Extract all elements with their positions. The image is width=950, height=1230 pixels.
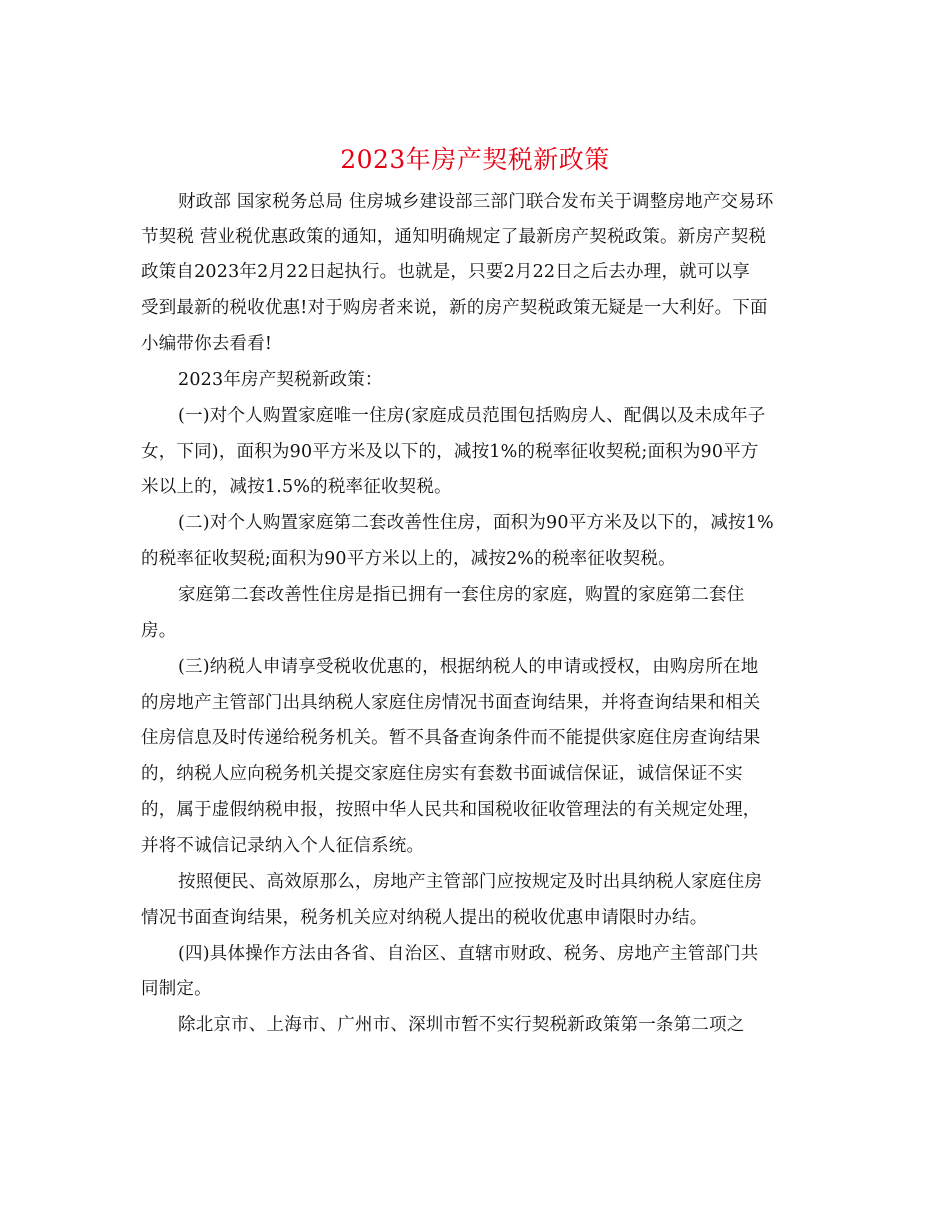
paragraph-line: (四)具体操作方法由各省、自治区、直辖市财政、税务、房地产主管部门共 xyxy=(178,944,759,964)
paragraph-line: 除北京市、上海市、广州市、深圳市暂不实行契税新政策第一条第二项之 xyxy=(178,1015,745,1035)
paragraph-line: 受到最新的税收优惠!对于购房者来说，新的房产契税政策无疑是一大利好。下面 xyxy=(141,298,768,318)
paragraph-line: 女，下同)，面积为90平方米及以下的，减按1%的税率征收契税;面积为90平方 xyxy=(141,442,759,462)
paragraph-line: (三)纳税人申请享受税收优惠的，根据纳税人的申请或授权，由购房所在地 xyxy=(178,657,759,677)
paragraph-line: 家庭第二套改善性住房是指已拥有一套住房的家庭，购置的家庭第二套住 xyxy=(178,585,745,605)
paragraph-line: 小编带你去看看! xyxy=(141,334,273,354)
paragraph-line: 财政部 国家税务总局 住房城乡建设部三部门联合发布关于调整房地产交易环 xyxy=(178,192,774,212)
paragraph-line: 2023年房产契税新政策： xyxy=(178,370,383,390)
paragraph-line: 的，属于虚假纳税申报，按照中华人民共和国税收征收管理法的有关规定处理， xyxy=(141,800,761,820)
paragraph-line: 的房地产主管部门出具纳税人家庭住房情况书面查询结果，并将查询结果和相关 xyxy=(141,693,761,713)
paragraph-line: 住房信息及时传递给税务机关。暂不具备查询条件而不能提供家庭住房查询结果 xyxy=(141,728,761,748)
paragraph-line: 按照便民、高效原那么，房地产主管部门应按规定及时出具纳税人家庭住房 xyxy=(178,872,763,892)
paragraph-line: 政策自2023年2月22日起执行。也就是，只要2月22日之后去办理，就可以享 xyxy=(141,262,750,282)
paragraph-line: 并将不诚信记录纳入个人征信系统。 xyxy=(141,836,425,856)
document-title: 2023年房产契税新政策 xyxy=(340,145,610,174)
paragraph-line: 的，纳税人应向税务机关提交家庭住房实有套数书面诚信保证，诚信保证不实 xyxy=(141,764,743,784)
paragraph-line: (二)对个人购置家庭第二套改善性住房，面积为90平方米及以下的，减按1% xyxy=(178,513,774,533)
paragraph-line: 米以上的，减按1.5%的税率征收契税。 xyxy=(141,477,452,497)
paragraph-line: 同制定。 xyxy=(141,979,212,999)
paragraph-line: 节契税 营业税优惠政策的通知，通知明确规定了最新房产契税政策。新房产契税 xyxy=(141,227,767,247)
paragraph-line: (一)对个人购置家庭唯一住房(家庭成员范围包括购房人、配偶以及未成年子 xyxy=(178,406,766,426)
paragraph-line: 房。 xyxy=(141,621,177,641)
paragraph-line: 的税率征收契税;面积为90平方米以上的，减按2%的税率征收契税。 xyxy=(141,549,676,569)
paragraph-line: 情况书面查询结果，税务机关应对纳税人提出的税收优惠申请限时办结。 xyxy=(141,908,708,928)
